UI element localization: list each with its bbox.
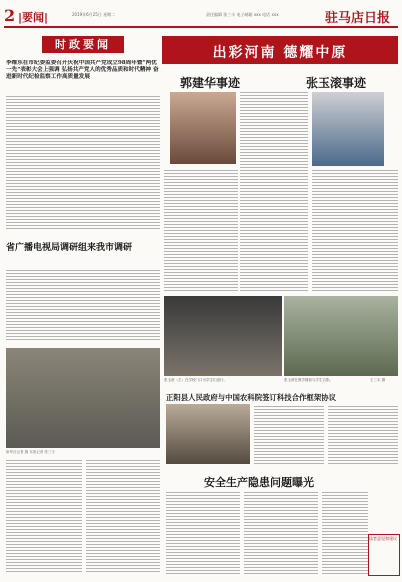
person-right-title: 张玉滚事迹 [306,76,367,90]
portrait-right [312,92,384,166]
page-number: 2 [4,6,16,25]
section-label: 要闻 [22,11,45,24]
bottom-left-body-1 [6,460,82,572]
meeting-photo-caption: 新华社记者 摄 本报记者 张三丰 [6,450,55,454]
paper-name: 驻马店日报 [325,11,391,26]
safety-body-3 [322,492,368,574]
safety-headline: 安全生产隐患问题曝光 [204,476,314,489]
photo-caption-2: 张玉滚在教学楼前与学生合影。 [284,378,333,382]
feature-col-1 [164,170,238,292]
school-photo [284,296,398,376]
person-left-title: 郭建华事迹 [180,76,241,90]
feature-col-3 [312,170,398,292]
meeting-photo [6,348,160,448]
article-body-discipline [6,96,160,231]
bottom-left-body-2 [86,460,160,572]
right-meta: 责任编辑 张三丰 电子邮箱 xxx 电话 xxx [206,12,279,17]
masthead-rule [4,26,398,28]
classroom-photo [164,296,282,376]
safety-body-1 [166,492,240,574]
agreement-headline: 正阳县人民政府与中国农科院签订科技合作框架协议 [166,393,336,402]
contact-title: 读者意见和建议 [369,536,397,541]
article-headline-discipline: 李维东在市纪委监委召开庆祝中国共产党成立98周年暨“两优一先”表彰大会上强调 弘扬共产党人的优秀品质和时代精神 奋进新时代纪检监察工作高质量发展 [6,60,159,81]
safety-body-2 [244,492,318,574]
photo-caption-1: 张玉滚（左）在学校门口为学生们送行。 [164,378,227,382]
signing-photo [166,404,250,464]
masthead [0,6,402,26]
agreement-body-1 [254,406,324,466]
article-headline-broadcast: 省广播电视局调研组来我市调研 [6,243,133,253]
photo-credit: 王三丰 摄 [370,378,386,382]
left-meta: 2019年6月25日 星期二 [72,12,116,17]
feature-col-2 [240,92,308,292]
agreement-body-2 [328,406,398,466]
section-tag: |要闻| [18,11,49,24]
section-banner: 时政要闻 [42,36,124,53]
feature-banner-title: 出彩河南 德耀中原 [212,45,348,61]
portrait-left [170,92,236,164]
article-body-broadcast [6,270,160,342]
